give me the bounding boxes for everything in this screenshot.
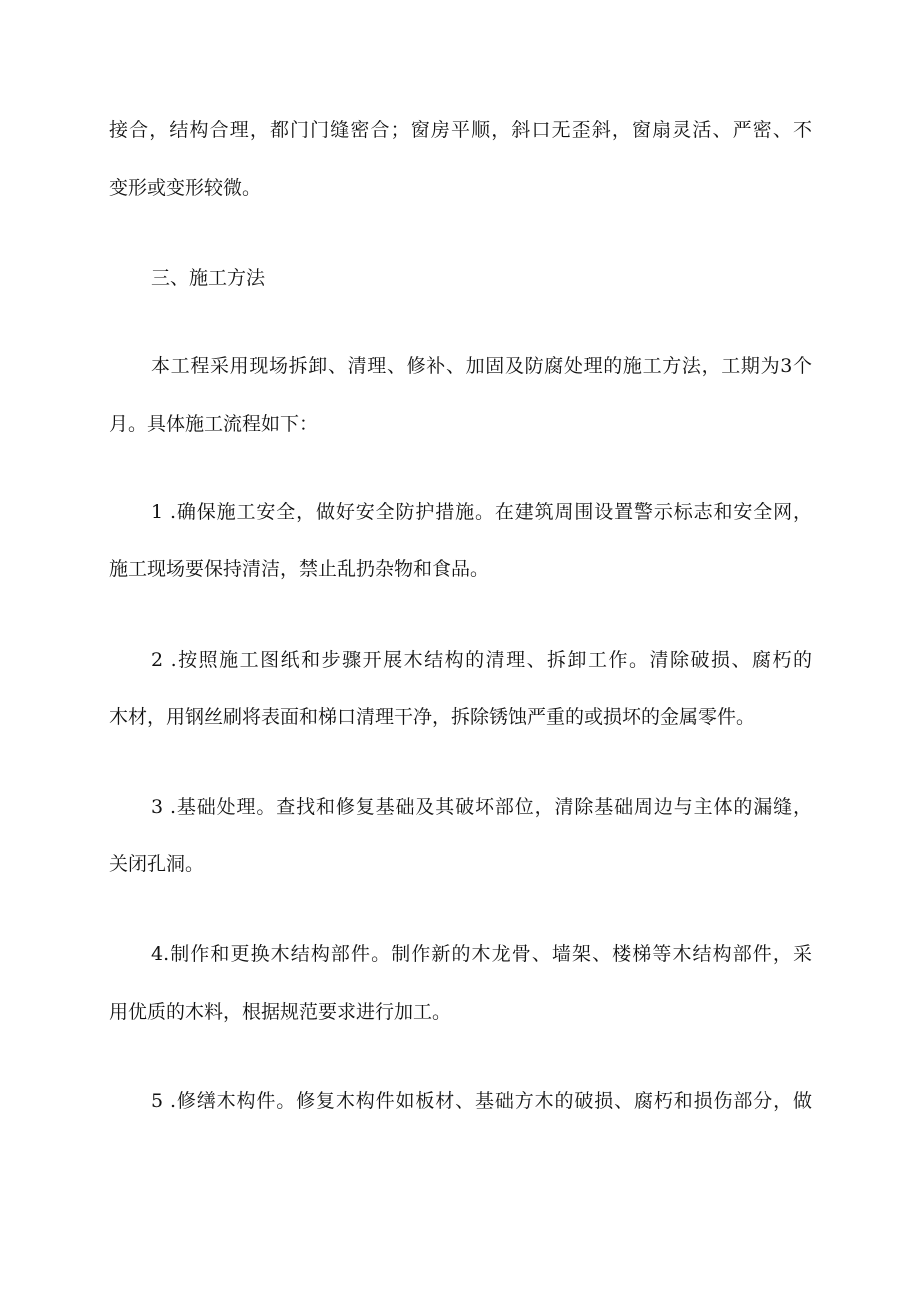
step-2-line-2 [109,705,812,729]
text-line: 5 .修缮木构件。修复木构件如板材、基础方木的破损、腐朽和损伤部分，做 [151,1090,812,1112]
text-line: 接合，结构合理，都门门缝密合；窗房平顺，斜口无歪斜，窗扇灵活、严密、不 [109,119,812,141]
text-line: 变形或变形较微。 [109,177,262,199]
step-3-line-2 [109,852,812,876]
step-5-line-1 [151,1089,812,1113]
step-4-line-1 [151,942,812,966]
text-line: 本工程采用现场拆卸、清理、修补、加固及防腐处理的施工方法，工期为3个 [151,355,812,377]
paragraph-2-line-2 [109,412,812,436]
step-1-line-1 [151,500,812,524]
paragraph-1-line-1 [109,118,812,142]
step-1-line-2 [109,557,812,581]
text-line: 施工现场要保持清洁，禁止乱扔杂物和食品。 [109,558,490,580]
text-line: 木材，用钢丝刷将表面和梯口清理干净，拆除锈蚀严重的或损坏的金属零件。 [109,706,756,728]
step-2-line-1 [151,648,812,672]
section-heading [151,266,451,290]
text-line: 用优质的木料，根据规范要求进行加工。 [109,1001,452,1023]
step-4-line-2 [109,1000,812,1024]
text-line: 2 .按照施工图纸和步骤开展木结构的清理、拆卸工作。清除破损、腐朽的 [151,649,812,671]
text-line: 1 .确保施工安全，做好安全防护措施。在建筑周围设置警示标志和安全网， [151,501,812,523]
paragraph-1-line-2 [109,176,812,200]
paragraph-2-line-1 [151,354,812,378]
text-line: 3 .基础处理。查找和修复基础及其破坏部位，清除基础周边与主体的漏缝， [151,796,812,818]
text-line: 4.制作和更换木结构部件。制作新的木龙骨、墙架、楼梯等木结构部件，采 [151,943,812,965]
text-line: 关闭孔洞。 [109,853,205,875]
heading-text: 三、施工方法 [151,267,266,289]
text-line: 月。具体施工流程如下： [109,413,319,435]
step-3-line-1 [151,795,812,819]
